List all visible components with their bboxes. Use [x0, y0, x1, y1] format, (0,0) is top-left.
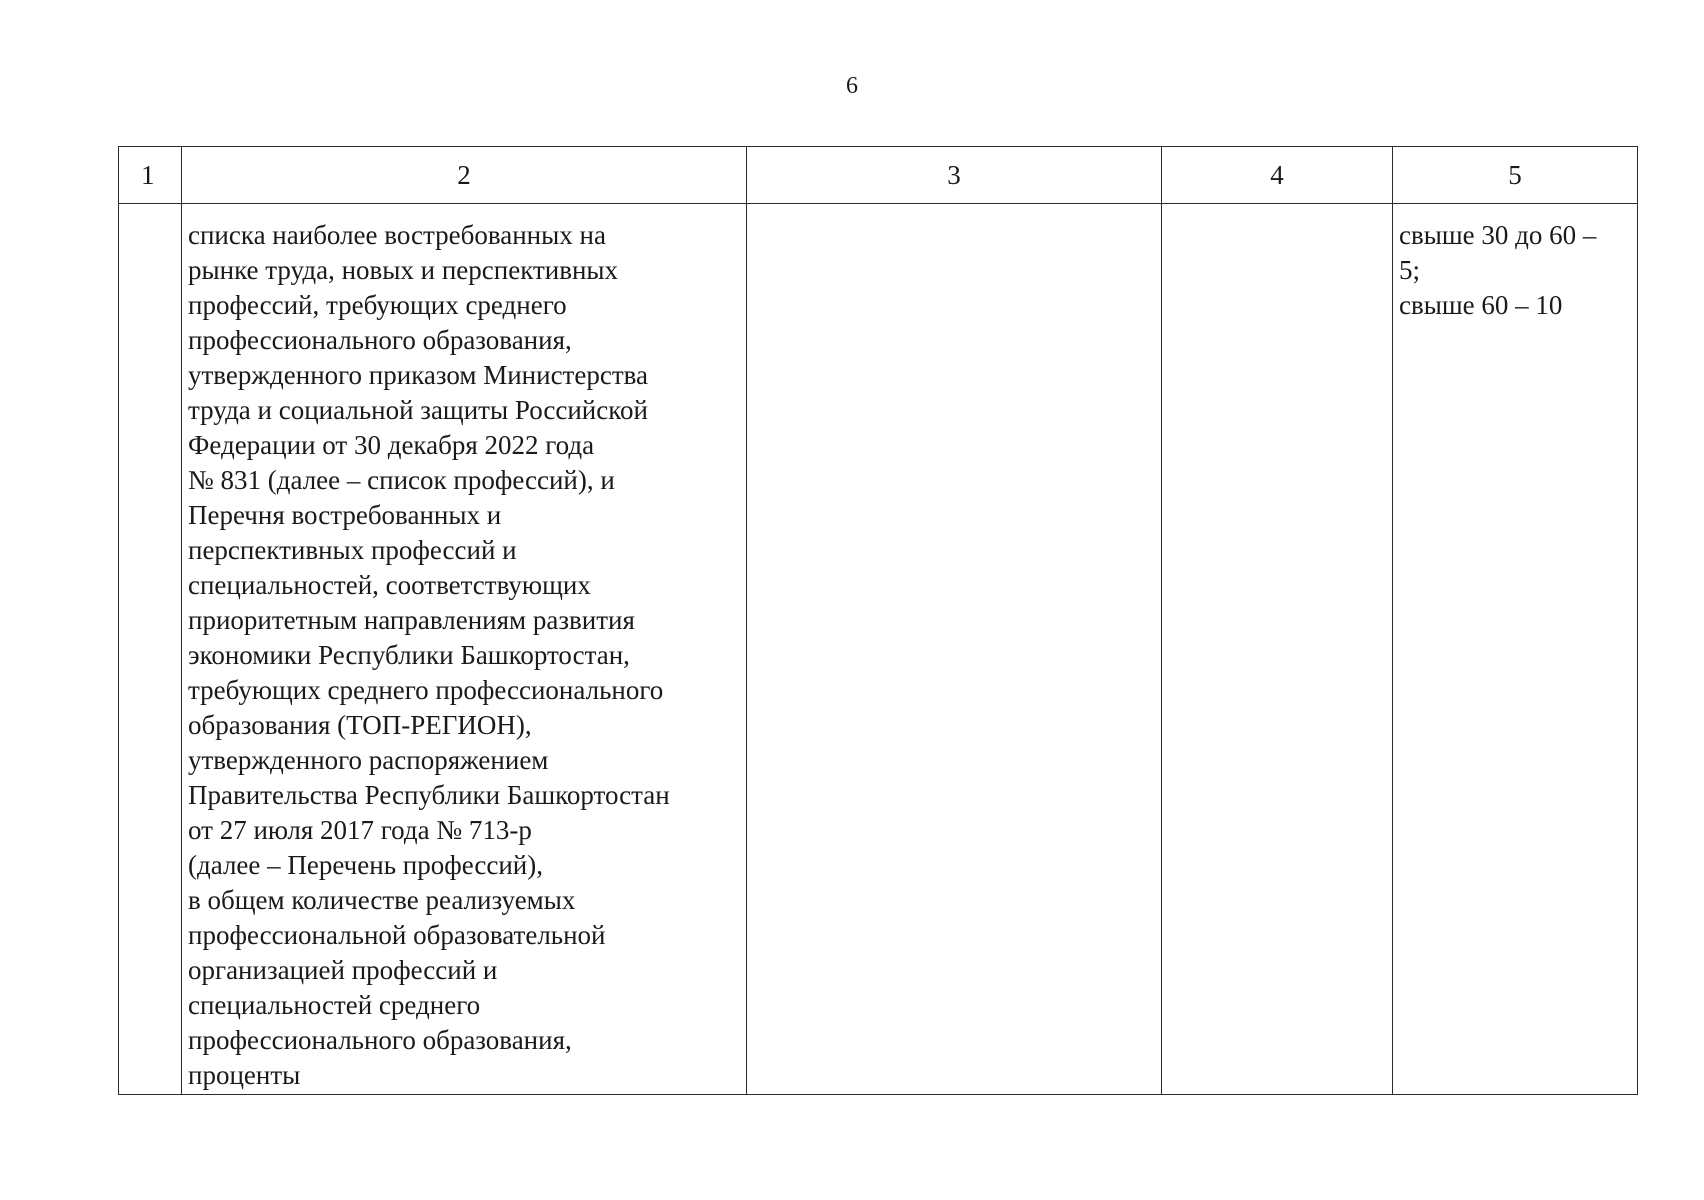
header-row	[119, 147, 1638, 204]
page-number: 6	[846, 73, 858, 99]
criteria-table	[118, 146, 1638, 1095]
cell-col-5	[1393, 204, 1638, 1095]
criterion-description: списка наиболее востребованных на рынке труда, новых и перспективных профессий, требующих среднего профессионального образования, утвержденного приказом Министерства труда и социальной защиты Российской Федерации от 30 декабря 2022 года № 831 (далее – список профессий), и Перечня востребованных и перспективных профессий и специальностей, соответствующих приоритетным направлениям развития экономики Республики Башкортостан, требующих среднего профессионального образования (ТОП-РЕГИОН), утвержденного распоряжением Правительства Республики Башкортостан от 27 июля 2017 года № 713-р (далее – Перечень профессий), в общем количестве реализуемых профессиональной образовательной организацией профессий и специальностей среднего профессионального образования, проценты	[188, 220, 670, 1090]
cell-col-1-text	[119, 204, 181, 218]
column-header-1: 1	[119, 147, 182, 204]
cell-col-1	[119, 204, 182, 1095]
column-header-2: 2	[182, 147, 747, 204]
cell-col-3	[747, 204, 1162, 1095]
score-values: свыше 30 до 60 – 5; свыше 60 – 10	[1399, 220, 1597, 320]
column-header-3: 3	[747, 147, 1162, 204]
cell-col-3-text	[747, 204, 1161, 218]
cell-col-2	[182, 204, 747, 1095]
column-header-5: 5	[1393, 147, 1638, 204]
cell-col-4-text	[1162, 204, 1392, 218]
table-row	[119, 204, 1638, 1095]
cell-col-4	[1162, 204, 1393, 1095]
column-header-4: 4	[1162, 147, 1393, 204]
